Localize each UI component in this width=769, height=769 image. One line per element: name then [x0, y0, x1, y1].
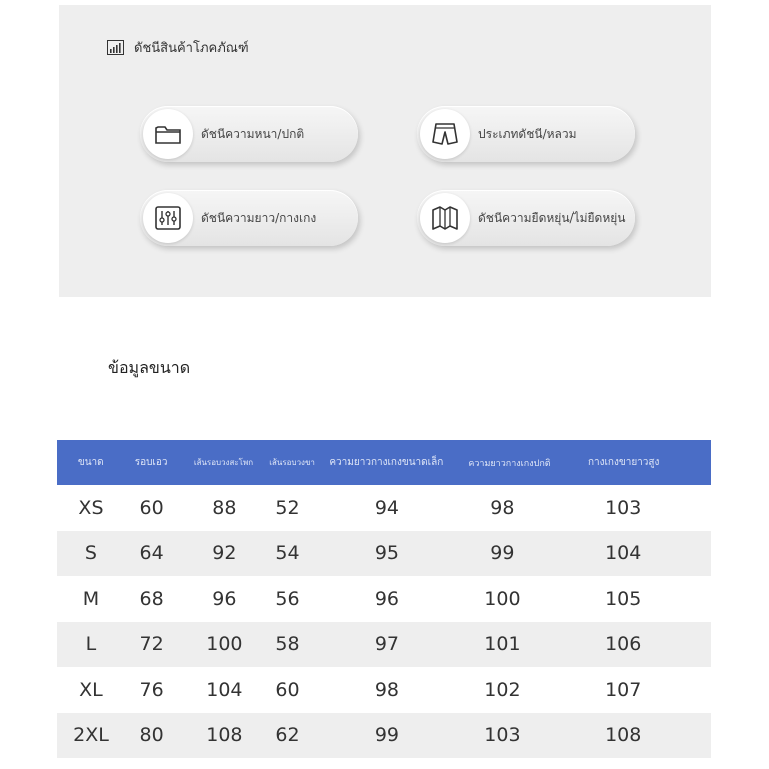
sliders-icon	[153, 203, 183, 233]
table-row	[57, 667, 711, 713]
table-row	[57, 713, 711, 759]
short-length-cell: 94	[374, 496, 400, 519]
pill-label: ดัชนีความยืดหยุ่น/ไม่ยืดหยุ่น	[478, 210, 626, 225]
size-info-heading: ข้อมูลขนาด	[108, 358, 191, 377]
index-heading-text: ดัชนีสินค้าโภคภัณฑ์	[134, 41, 249, 56]
type-index-pill	[417, 106, 635, 162]
size-cell: S	[84, 542, 97, 565]
hip-cell: 88	[212, 496, 237, 519]
thigh-cell: 58	[275, 633, 300, 656]
size-cell: XS	[78, 496, 104, 519]
short-length-cell: 96	[374, 587, 400, 610]
short-length-cell: 95	[374, 542, 400, 565]
size-table	[57, 440, 711, 758]
pill-label: ดัชนีความยาว/กางเกง	[201, 210, 317, 225]
regular-length-cell: 99	[490, 542, 515, 565]
waist-cell: 60	[139, 496, 164, 519]
size-cell: L	[85, 633, 97, 656]
column-header: กางเกงขายาวสูง	[587, 457, 660, 468]
thigh-cell: 54	[275, 542, 300, 565]
regular-length-cell: 102	[484, 678, 521, 701]
column-header: เส้นรอบวงขา	[269, 458, 315, 467]
column-header: ความยาวกางเกงปกติ	[468, 458, 551, 469]
waist-cell: 76	[139, 678, 164, 701]
waist-cell: 68	[139, 587, 164, 610]
waist-cell: 64	[139, 542, 164, 565]
index-heading	[107, 37, 249, 58]
size-cell: XL	[79, 678, 103, 701]
tall-length-cell: 103	[605, 496, 642, 519]
elasticity-index-pill	[417, 190, 635, 246]
column-header: รอบเอว	[134, 457, 168, 468]
bar-chart-icon	[107, 40, 124, 55]
waist-cell: 72	[139, 633, 164, 656]
folder-icon	[153, 119, 183, 149]
folded-map-icon	[430, 203, 460, 233]
tall-length-cell: 105	[605, 587, 642, 610]
size-cell: M	[82, 587, 100, 610]
thigh-cell: 62	[275, 724, 300, 747]
thigh-cell: 56	[275, 587, 300, 610]
regular-length-cell: 101	[484, 633, 521, 656]
regular-length-cell: 98	[490, 496, 515, 519]
table-row	[57, 531, 711, 577]
short-length-cell: 97	[374, 633, 400, 656]
hip-cell: 92	[212, 542, 237, 565]
tall-length-cell: 107	[605, 678, 642, 701]
table-header-row	[57, 440, 711, 485]
regular-length-cell: 100	[484, 587, 521, 610]
tall-length-cell: 108	[605, 724, 642, 747]
table-row	[57, 485, 711, 531]
column-header: เส้นรอบวงสะโพก	[193, 458, 254, 467]
thickness-index-pill	[140, 106, 358, 162]
hip-cell: 108	[206, 724, 243, 747]
length-index-pill	[140, 190, 358, 246]
thigh-cell: 60	[275, 678, 300, 701]
pill-label: ดัชนีความหนา/ปกติ	[201, 126, 305, 141]
column-header: ขนาด	[77, 457, 104, 468]
column-header: ความยาวกางเกงขนาดเล็ก	[329, 457, 444, 468]
size-cell: 2XL	[73, 724, 109, 747]
table-row	[57, 576, 711, 622]
shorts-icon	[430, 119, 460, 149]
thigh-cell: 52	[275, 496, 300, 519]
commodity-index-panel	[59, 5, 711, 297]
regular-length-cell: 103	[484, 724, 521, 747]
hip-cell: 104	[206, 678, 243, 701]
short-length-cell: 99	[374, 724, 400, 747]
table-row	[57, 622, 711, 668]
tall-length-cell: 106	[605, 633, 642, 656]
hip-cell: 100	[206, 633, 243, 656]
pill-label: ประเภทดัชนี/หลวม	[478, 126, 577, 141]
short-length-cell: 98	[374, 678, 400, 701]
waist-cell: 80	[139, 724, 164, 747]
tall-length-cell: 104	[605, 542, 642, 565]
hip-cell: 96	[212, 587, 237, 610]
